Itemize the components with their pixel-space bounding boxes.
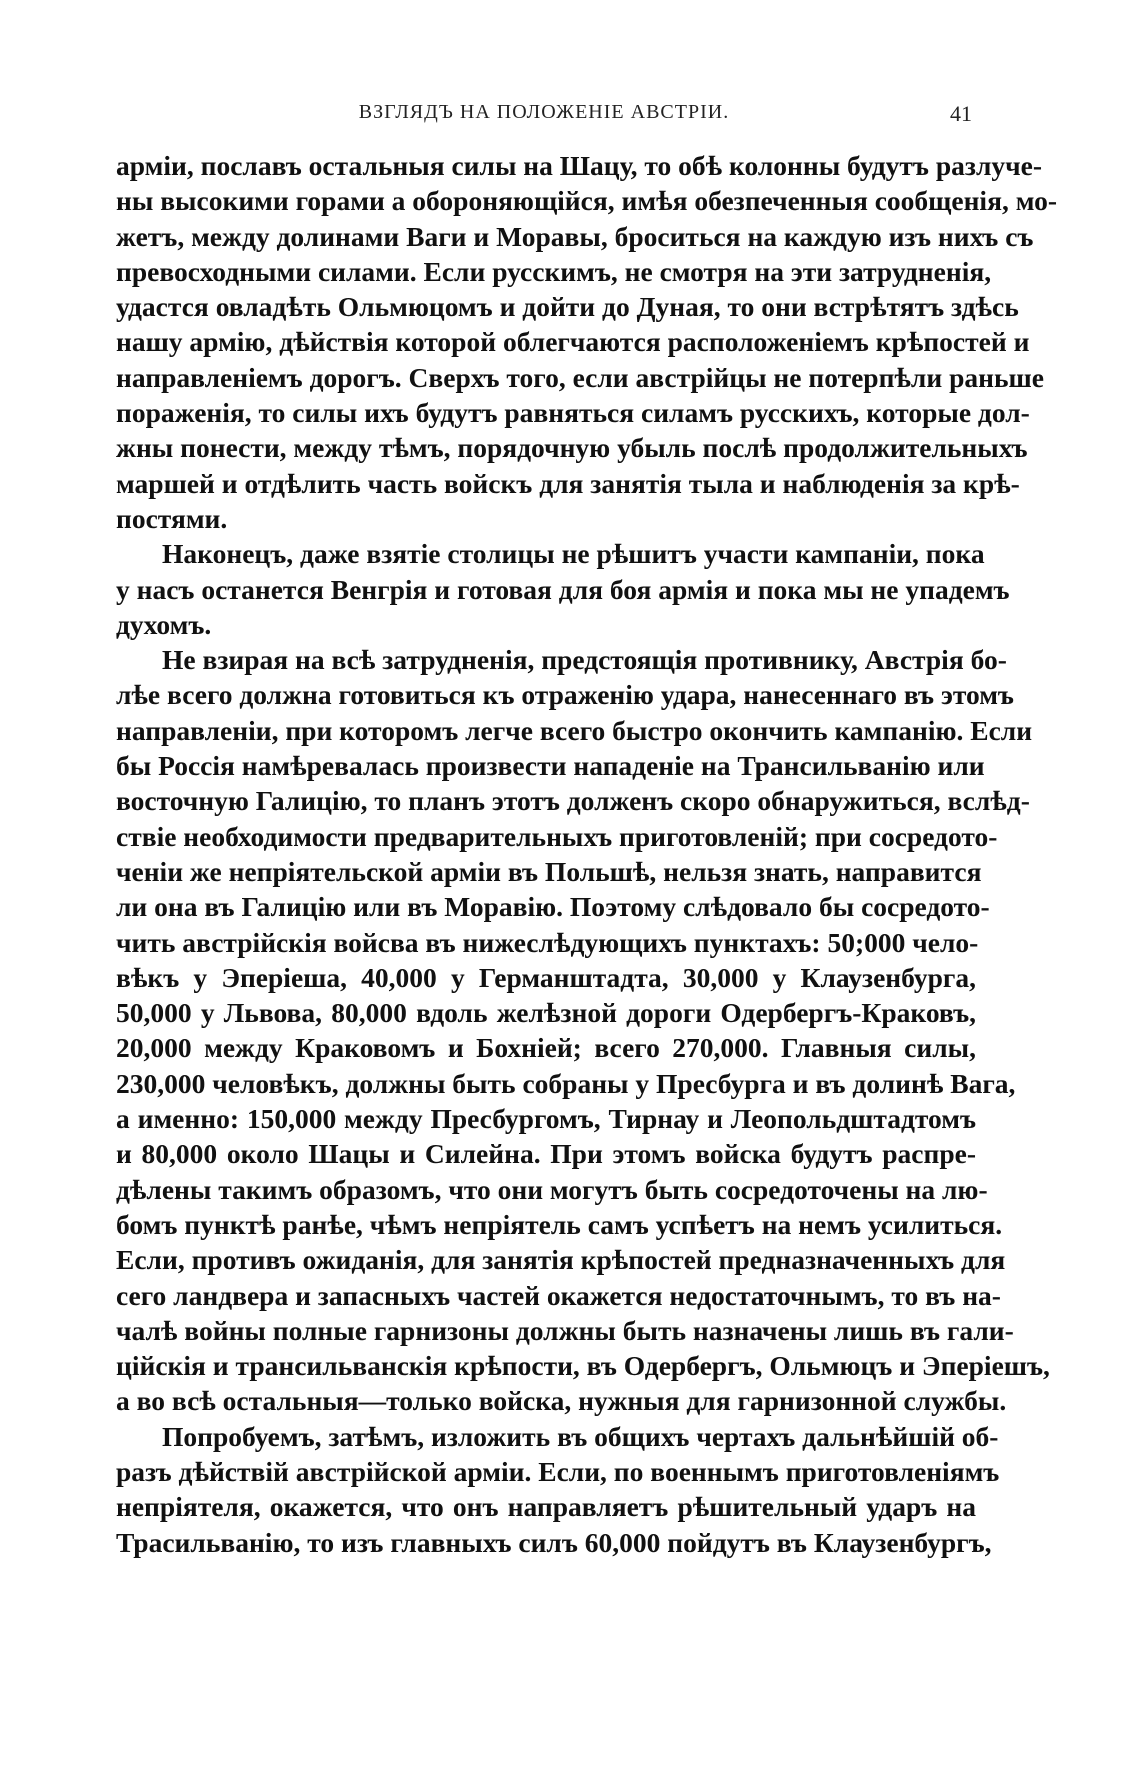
text-line: Трасильванію, то изъ главныхъ силъ 60,000 пойдутъ въ Клаузенбургъ, [116,1526,992,1558]
text-line: ченіи же непріятельской арміи въ Польшѣ, нельзя знать, направится [116,855,982,887]
text-line: а во всѣ остальныя—только войска, нужныя для гарнизонной службы. [116,1385,1007,1417]
text-line: и 80,000 около Шацы и Силейна. При этомъ войска будутъ распре- [116,1138,976,1170]
text-line: цiйскія и трансильванскія крѣпости, въ Одербергъ, Ольмюцъ и Эперіешъ, [116,1350,1050,1382]
text-line: маршей и отдѣлить часть войскъ для занятія тыла и наблюденія за крѣ- [116,467,1020,499]
text-line: бомъ пунктѣ ранѣе, чѣмъ непріятель самъ успѣетъ на немъ усилиться. [116,1208,1003,1240]
paragraph-start-line: Наконецъ, даже взятіе столицы не рѣшитъ участи кампаніи, пока [162,538,985,570]
paragraph-start-line: Не взирая на всѣ затрудненія, предстоящія противнику, Австрія бо- [162,644,1007,676]
text-line: чить австрійскія войсва въ нижеслѣдующихъ пунктахъ: 50;000 чело- [116,926,979,958]
paragraph-start-line: Попробуемъ, затѣмъ, изложить въ общихъ чертахъ дальнѣйшій об- [162,1420,999,1452]
text-line: ствіе необходимости предварительныхъ приготовленій; при сосредото- [116,820,998,852]
text-line: лѣе всего должна готовиться къ отраженію удара, нанесеннаго въ этомъ [116,679,1014,711]
text-line: чалѣ войны полные гарнизоны должны быть назначены лишь въ гали- [116,1314,1014,1346]
running-head: ВЗГЛЯДЪ НА ПОЛОЖЕНІЕ АВСТРІИ. [358,101,730,123]
text-line: разъ дѣйствій австрійской арміи. Если, по военнымъ приготовленіямъ [116,1455,1000,1487]
text-line: дѣлены такимъ образомъ, что они могутъ быть сосредоточены на лю- [116,1173,988,1205]
text-line: удастся овладѣть Ольмюцомъ и дойти до Дуная, то они встрѣтятъ здѣсь [116,291,1019,323]
text-line: арміи, пославъ остальныя силы на Шацу, то обѣ колонны будутъ разлуче- [116,150,1042,181]
text-line: непріятеля, окажется, что онъ направляетъ рѣшительный ударъ на [116,1491,976,1523]
text-line: бы Россія намѣревалась произвести нападеніе на Трансильванію или [116,750,985,782]
text-line: пораженія, то силы ихъ будутъ равняться силамъ русскихъ, которые дол- [116,397,1030,429]
text-line: а именно: 150,000 между Пресбургомъ, Тирнау и Леопольдштадтомъ [116,1103,976,1135]
text-line: 50,000 у Львова, 80,000 вдоль желѣзной дороги Одербергъ-Краковъ, [116,997,976,1029]
text-line: ны высокими горами а обороняющійся, имѣя обезпеченныя сообщенія, мо- [116,185,1057,217]
text-line: постями. [116,502,228,534]
text-line: жны понести, между тѣмъ, порядочную убыль послѣ продолжительныхъ [116,432,1028,464]
text-line: Если, противъ ожиданія, для занятія крѣпостей предназначенныхъ для [116,1244,1006,1276]
text-line: 20,000 между Краковомъ и Бохніей; всего 270,000. Главныя силы, [116,1032,976,1064]
text-line: духомъ. [116,608,212,640]
body-text [116,148,1057,1560]
text-line: у насъ останется Венгрія и готовая для боя армія и пока мы не упадемъ [116,573,1010,605]
text-line: направленіи, при которомъ легче всего быстро окончить кампанію. Если [116,714,1033,746]
text-line: сего ландвера и запасныхъ частей окажется недостаточнымъ, то въ на- [116,1279,1001,1311]
text-line: 230,000 человѣкъ, должны быть собраны у Пресбурга и въ долинѣ Вага, [116,1067,1016,1099]
text-line: жетъ, между долинами Ваги и Моравы, броситься на каждую изъ нихъ съ [116,220,1034,252]
text-line: вѣкъ у Эперіеша, 40,000 у Германштадта, 30,000 у Клаузенбурга, [116,961,976,993]
text-line: превосходными силами. Если русскимъ, не смотря на эти затрудненія, [116,255,992,287]
text-line: восточную Галицію, то планъ этотъ долженъ скоро обнаружиться, вслѣд- [116,785,1030,817]
text-line: направленіемъ дорогъ. Сверхъ того, если австрійцы не потерпѣли раньше [116,361,1044,393]
text-line: ли она въ Галицію или въ Моравію. Поэтому слѣдовало бы сосредото- [116,891,990,923]
page-number: 41 [950,101,972,126]
text-line: нашу армію, дѣйствія которой облегчаются расположеніемъ крѣпостей и [116,326,1030,358]
